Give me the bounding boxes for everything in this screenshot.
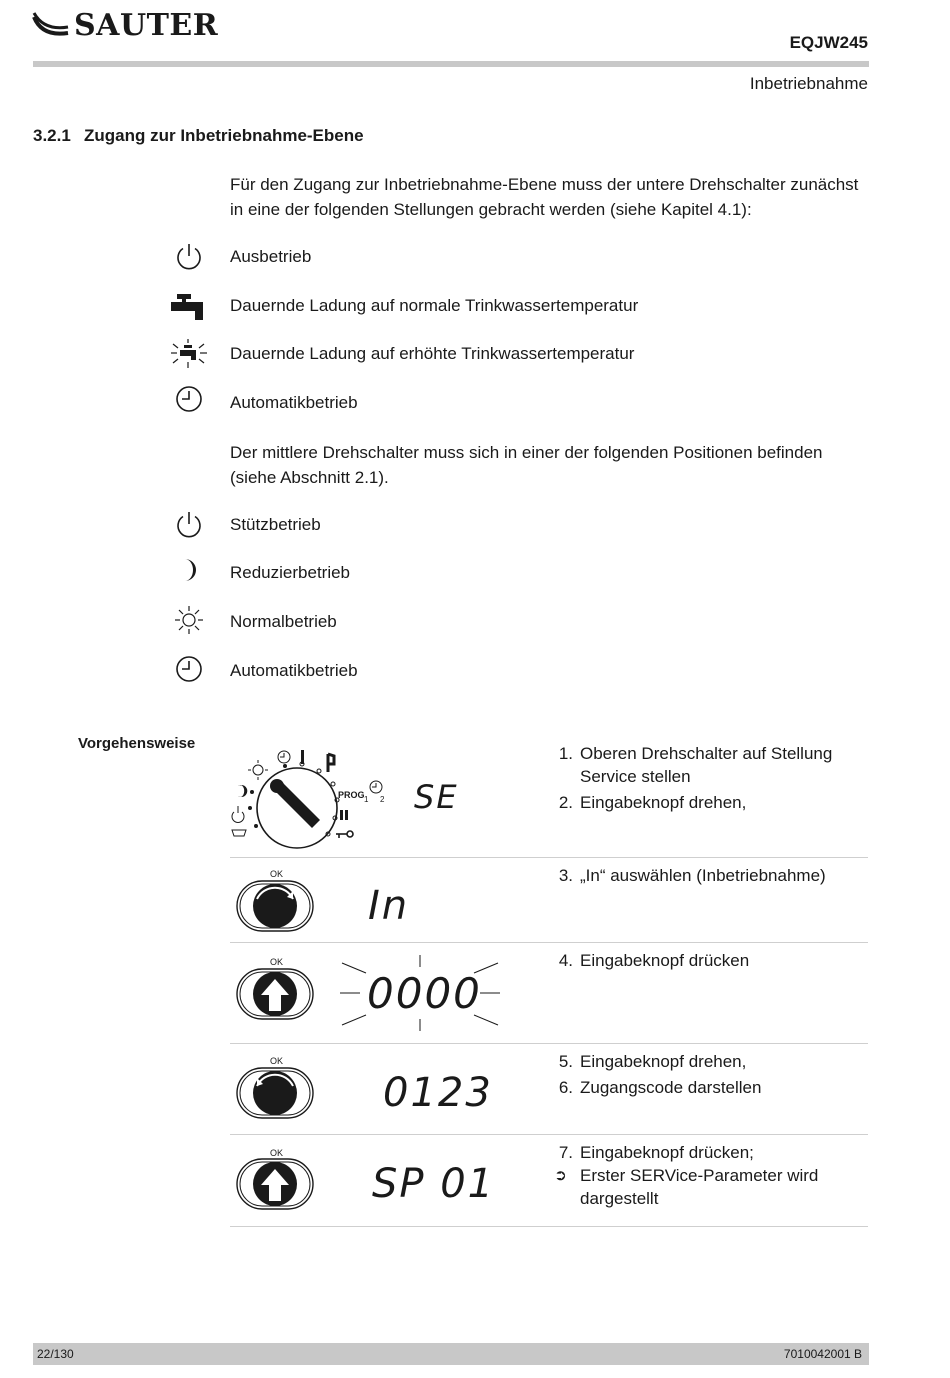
steps-row-2	[548, 864, 868, 887]
ok-label: OK	[270, 1056, 284, 1066]
middle-switch-label-1: Stützbetrieb	[230, 515, 321, 534]
ok-label: OK	[270, 957, 284, 967]
result-arrow-icon: ➲	[554, 1167, 567, 1184]
lcd-display-3: 0000	[367, 969, 482, 1018]
steps-row-5	[548, 1141, 868, 1210]
footer-bar	[33, 1343, 869, 1365]
lcd-display-1: SE	[414, 778, 459, 816]
step-6: 6. Zugangscode darstellen	[558, 1078, 762, 1097]
logo-text: SAUTER	[74, 8, 219, 43]
document-code: 7010042001 B	[783, 1347, 862, 1361]
rotate-knob-icon	[235, 1066, 315, 1122]
procedure-label: Vorgehensweise	[78, 735, 196, 752]
procedure-row-5	[230, 1135, 868, 1227]
ok-label: OK	[270, 869, 284, 879]
procedure-row-2	[230, 857, 868, 943]
dial-prog-label: PROG	[338, 790, 365, 800]
press-knob-icon	[235, 967, 315, 1023]
step-7: 7. Eingabeknopf drücken;	[558, 1143, 754, 1162]
lcd-display-5: SP 01	[372, 1161, 496, 1207]
intro-paragraph-1: Für den Zugang zur Inbetriebnahme-Ebene muss der untere Drehschalter zunächst in eine der folgenden Stellungen gebracht werden (siehe Kapitel 4.1):	[230, 175, 859, 219]
procedure-row-4	[230, 1044, 868, 1135]
tap-icon	[165, 289, 213, 325]
chapter-title: Inbetriebnahme	[749, 74, 868, 93]
press-knob-icon	[235, 1157, 315, 1213]
step-5: 5. Eingabeknopf drehen,	[558, 1052, 747, 1071]
tap-sun-icon	[165, 336, 213, 372]
power-icon	[165, 507, 213, 543]
steps-row-4	[548, 1050, 868, 1099]
step-1: 1. Oberen Drehschalter auf Stellung Service stellen	[558, 744, 833, 786]
rotary-switch-diagram	[230, 742, 400, 850]
middle-switch-label-4: Automatikbetrieb	[230, 661, 358, 680]
steps-row-3	[548, 949, 868, 972]
ok-label: OK	[270, 1148, 284, 1158]
procedure-row-1	[230, 738, 868, 858]
lower-switch-label-4: Automatikbetrieb	[230, 393, 358, 412]
step-4: 4. Eingabeknopf drücken	[558, 951, 750, 970]
lower-switch-label-3: Dauernde Ladung auf erhöhte Trinkwassertemperatur	[230, 344, 635, 363]
sun-icon	[165, 602, 213, 638]
step-result: ➲ Erster SERVice-Parameter wird dargestellt	[548, 1164, 868, 1210]
sauter-wave-icon	[32, 11, 70, 41]
section-title: Zugang zur Inbetriebnahme-Ebene	[84, 126, 364, 145]
power-icon	[165, 239, 213, 275]
moon-icon	[165, 552, 213, 588]
clock-icon	[165, 381, 213, 417]
intro-paragraph-2: Der mittlere Drehschalter muss sich in einer der folgenden Positionen befinden (siehe Abschnitt 2.1).	[230, 443, 823, 487]
document-id: EQJW245	[789, 33, 868, 52]
lower-switch-label-2: Dauernde Ladung auf normale Trinkwassertemperatur	[230, 296, 639, 315]
lower-switch-label-1: Ausbetrieb	[230, 247, 312, 266]
step-3: 3. „In“ auswählen (Inbetriebnahme)	[558, 866, 826, 885]
clock-icon	[165, 651, 213, 687]
middle-switch-label-2: Reduzierbetrieb	[230, 563, 351, 582]
dial-sub-2: 2	[380, 795, 385, 804]
header-rule	[33, 61, 869, 67]
lcd-display-2: In	[368, 883, 410, 929]
page-number: 22/130	[37, 1347, 74, 1361]
section-heading	[33, 126, 364, 146]
sauter-logo	[32, 8, 218, 43]
rotate-knob-icon	[235, 879, 315, 935]
procedure-row-3	[230, 943, 868, 1044]
step-2: 2. Eingabeknopf drehen,	[558, 793, 747, 812]
steps-row-1	[548, 742, 868, 814]
dial-sub-1: 1	[364, 795, 369, 804]
middle-switch-label-3: Normalbetrieb	[230, 612, 337, 631]
lcd-display-4: 0123	[383, 1070, 493, 1116]
section-number: 3.2.1	[33, 126, 71, 145]
